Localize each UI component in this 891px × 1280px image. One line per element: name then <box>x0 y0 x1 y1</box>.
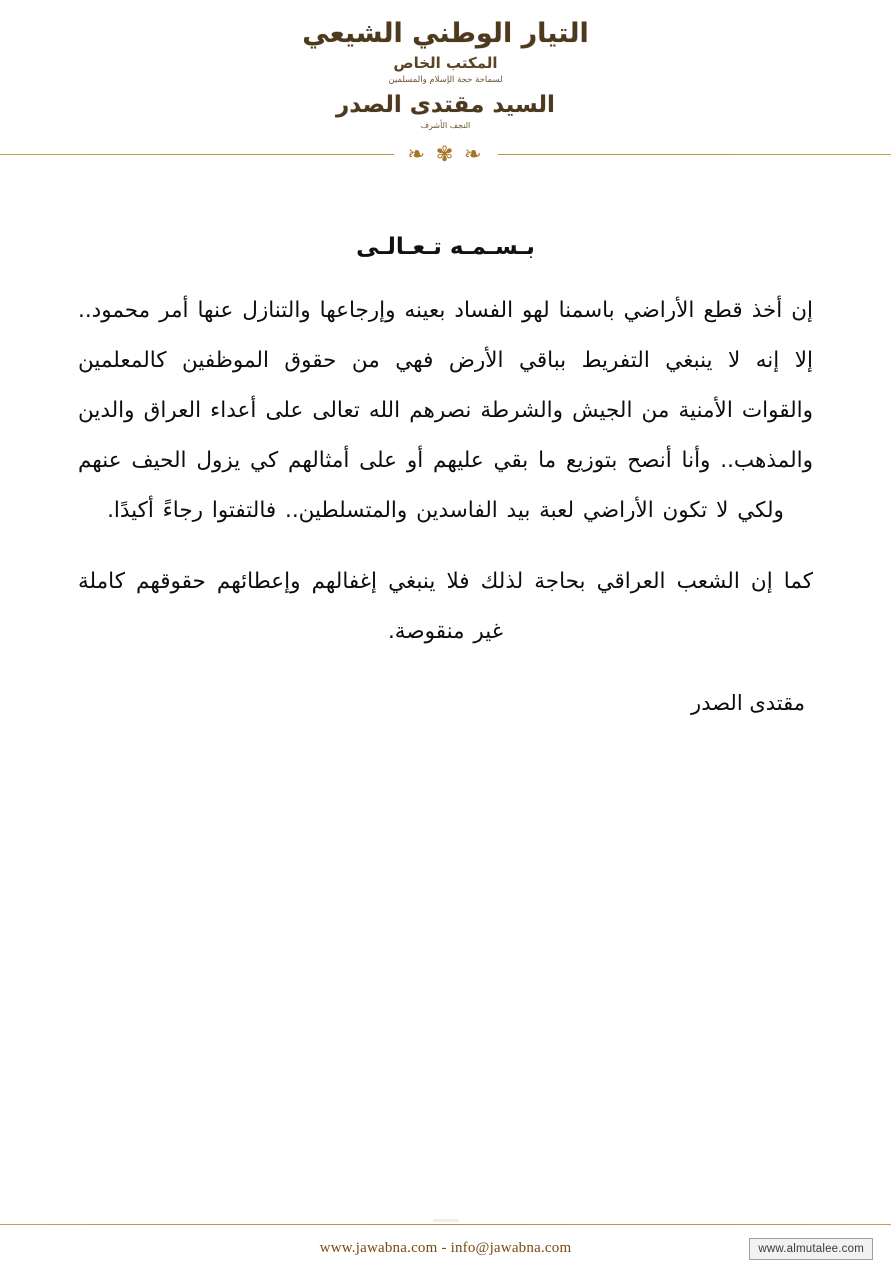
bismillah-heading: بـسـمـه تـعـالـى <box>356 234 535 261</box>
signature-name: مقتدى الصدر <box>691 691 805 716</box>
footer-site-badge[interactable]: www.almutalee.com <box>749 1238 873 1260</box>
leader-location: النجف الأشرف <box>420 121 471 131</box>
leader-name: السيد مقتدى الصدر <box>336 92 555 119</box>
office-title: المكتب الخاص <box>393 54 498 73</box>
organization-name: التيار الوطني الشيعي <box>302 18 589 49</box>
footer-contact[interactable]: www.jawabna.com - info@jawabna.com <box>319 1240 572 1256</box>
paragraph-2: كما إن الشعب العراقي بحاجة لذلك فلا ينبغي إغفالهم وإعطائهم حقوقهم كاملة غير منقوصة. <box>78 569 813 645</box>
footer <box>0 1224 891 1280</box>
page-mark <box>433 1219 459 1222</box>
document-body <box>0 234 891 715</box>
letterhead <box>0 0 891 132</box>
paragraph-1: إن أخذ قطع الأراضي باسمنا لهو الفساد بعينه وإرجاعها والتنازل عنها أمر محمود.. إلا إنه لا ينبغي التفريط بباقي الأرض فهي من حقوق الموظفين كالمعلمين والقوات الأمنية من الجيش والشرطة نصرهم الله تعالى على أعداء العراق والدين والمذهب.. وأنا أنصح بتوزيع ما بقي عليهم أو على أمثالهم كي يزول الحيف عنهم ولكي لا تكون الأراضي لعبة بيد الفاسدين والمتسلطين.. فالتفتوا رجاءً أكيدًا. <box>78 298 813 523</box>
letterhead-block <box>302 18 588 130</box>
office-subtitle: لسماحة حجة الإسلام والمسلمين <box>388 75 503 86</box>
header-divider <box>0 142 891 194</box>
ornament-icon: ❧ ✾ ❧ <box>393 141 497 167</box>
footer-divider <box>0 1224 891 1225</box>
